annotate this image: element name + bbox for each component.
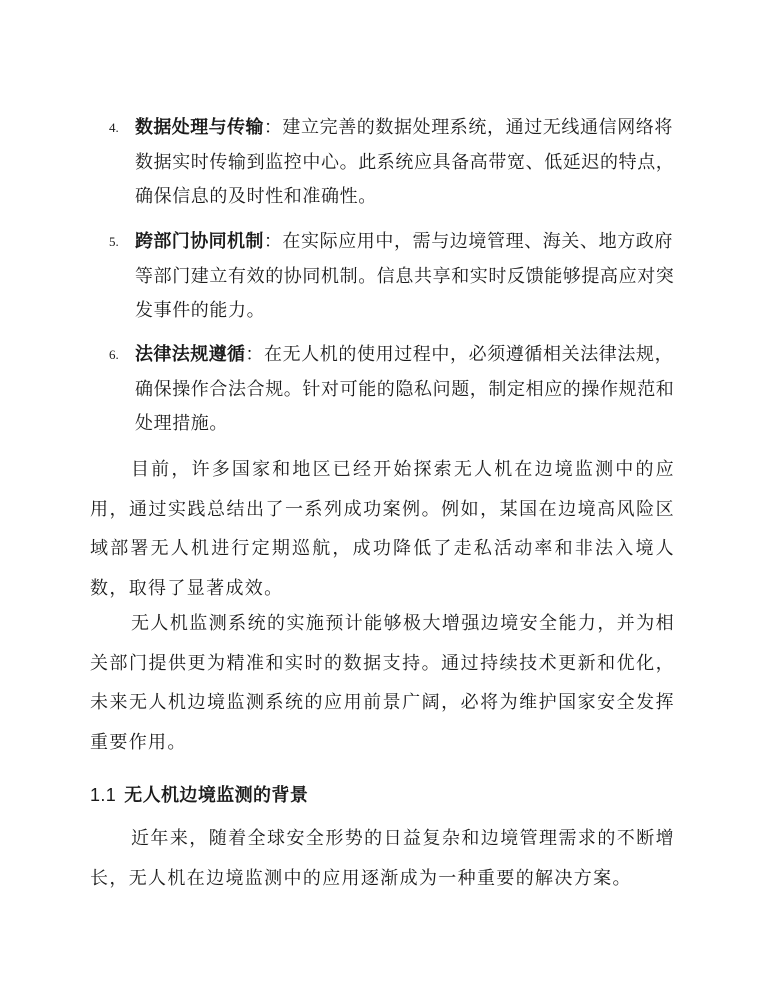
section-heading [90, 779, 308, 812]
list-item-text: ：在实际应用中，需与边境管理、海关、地方政府等部门建立有效的协同机制。信息共享和实时反馈能够提高应对突发事件的能力。 [135, 231, 675, 321]
list-item-number: 6. [109, 347, 119, 362]
list-item-text: ：建立完善的数据处理系统，通过无线通信网络将数据实时传输到监控中心。此系统应具备高带宽、低延迟的特点，确保信息的及时性和准确性。 [135, 117, 675, 207]
list-item-title: 跨部门协同机制 [135, 231, 264, 252]
list-item-title: 法律法规遵循 [135, 344, 246, 365]
list-item [109, 225, 675, 329]
section-title: 无人机边境监测的背景 [124, 785, 309, 806]
list-item [109, 111, 675, 215]
section-number: 1.1 [90, 785, 117, 805]
list-item-text: ：在无人机的使用过程中，必须遵循相关法律法规，确保操作合法合规。针对可能的隐私问题，制定相应的操作规范和处理措施。 [135, 344, 675, 434]
list-item-number: 5. [109, 234, 119, 249]
list-item-title: 数据处理与传输 [135, 117, 264, 138]
body-paragraph: 无人机监测系统的实施预计能够极大增强边境安全能力，并为相关部门提供更为精准和实时的数据支持。通过持续技术更新和优化，未来无人机边境监测系统的应用前景广阔，必将为维护国家安全发挥重要作用。 [90, 613, 675, 753]
body-paragraph: 目前，许多国家和地区已经开始探索无人机在边境监测中的应用，通过实践总结出了一系列成功案例。例如，某国在边境高风险区域部署无人机进行定期巡航，成功降低了走私活动率和非法入境人数，取得了显著成效。 [90, 459, 675, 599]
list-item-number: 4. [109, 120, 119, 135]
section-paragraph: 近年来，随着全球安全形势的日益复杂和边境管理需求的不断增长，无人机在边境监测中的应用逐渐成为一种重要的解决方案。 [90, 828, 675, 889]
list-item [109, 338, 675, 442]
